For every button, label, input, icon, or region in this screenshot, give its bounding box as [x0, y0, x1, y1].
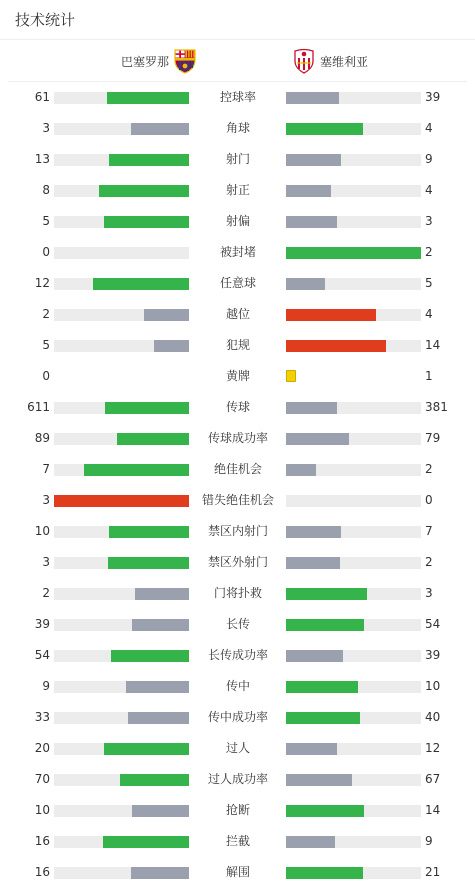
away-stat-bar-track	[286, 278, 421, 290]
stat-row	[0, 454, 475, 485]
home-stat-value: 7	[42, 462, 50, 476]
home-stat-bar	[131, 867, 189, 879]
home-stat-bar	[108, 557, 189, 569]
home-stat-bar	[111, 650, 189, 662]
home-team[interactable]	[121, 48, 197, 74]
home-stat-bar	[135, 588, 189, 600]
home-stat-value: 70	[34, 772, 50, 786]
home-stat-bar	[126, 681, 189, 693]
away-stat-value: 2	[425, 245, 433, 259]
home-stat-bar	[104, 216, 189, 228]
away-stat-bar	[286, 681, 358, 693]
stat-row	[0, 702, 475, 733]
home-stat-bar	[132, 805, 189, 817]
away-stat-bar-track	[286, 495, 421, 507]
away-stat-bar-track	[286, 650, 421, 662]
home-stat-bar	[109, 154, 189, 166]
stat-label: 黄牌	[225, 369, 250, 383]
home-stat-value: 5	[42, 214, 50, 228]
away-stat-value: 40	[425, 710, 441, 724]
home-stat-bar	[132, 619, 189, 631]
home-stat-value: 10	[34, 524, 50, 538]
away-stat-bar	[286, 154, 341, 166]
home-stat-bar	[117, 433, 189, 445]
away-stat-bar-track	[286, 309, 421, 321]
stat-row	[0, 82, 475, 113]
stat-row	[0, 640, 475, 671]
stat-label: 角球	[225, 121, 250, 135]
home-stat-bar-track	[54, 650, 189, 662]
away-stat-value: 9	[425, 834, 433, 848]
home-stat-value: 16	[34, 834, 50, 848]
away-stat-value: 12	[425, 741, 441, 755]
away-stat-bar	[286, 774, 352, 786]
stat-label: 解围	[225, 865, 250, 879]
stat-label: 被封堵	[219, 245, 256, 259]
stat-row	[0, 113, 475, 144]
stat-label: 拦截	[225, 834, 250, 848]
away-stat-bar-track	[286, 557, 421, 569]
stat-row	[0, 764, 475, 795]
home-stat-bar-track	[54, 340, 189, 352]
away-stat-bar-track	[286, 247, 421, 259]
stat-row	[0, 547, 475, 578]
home-stat-value: 13	[34, 152, 50, 166]
stat-row	[0, 423, 475, 454]
home-stat-value: 3	[42, 493, 50, 507]
stat-row	[0, 857, 475, 888]
away-stat-value: 67	[425, 772, 441, 786]
stat-label: 射正	[225, 183, 250, 197]
stat-label: 禁区外射门	[207, 555, 268, 569]
stat-row	[0, 361, 475, 392]
stat-label: 射门	[225, 152, 250, 166]
away-stat-bar	[286, 836, 335, 848]
home-stat-bar-track	[54, 526, 189, 538]
home-stat-bar	[128, 712, 189, 724]
stat-label: 抢断	[225, 803, 250, 817]
stat-label: 越位	[225, 307, 250, 321]
away-stat-bar-track	[286, 588, 421, 600]
stat-row	[0, 733, 475, 764]
away-stat-bar-track	[286, 712, 421, 724]
away-stat-bar-track	[286, 154, 421, 166]
away-stat-bar	[286, 247, 421, 259]
away-stat-bar-track	[286, 805, 421, 817]
away-stat-value: 10	[425, 679, 441, 693]
home-stat-value: 611	[27, 400, 50, 414]
stat-label: 传球成功率	[207, 431, 268, 445]
away-stat-bar-track	[286, 464, 421, 476]
away-stat-bar	[286, 433, 349, 445]
home-stat-value: 54	[34, 648, 50, 662]
home-stat-bar-track	[54, 92, 189, 104]
away-stat-bar	[286, 309, 376, 321]
away-stat-value: 1	[425, 369, 433, 383]
home-stat-bar-track	[54, 278, 189, 290]
away-stat-value: 4	[425, 121, 433, 135]
home-stat-bar-track	[54, 495, 189, 507]
stat-label: 传中	[225, 679, 250, 693]
home-stat-value: 20	[34, 741, 50, 755]
stat-label: 错失绝佳机会	[201, 493, 274, 507]
away-stat-bar-track	[286, 433, 421, 445]
stat-label: 过人成功率	[207, 772, 268, 786]
away-stat-bar-track	[286, 681, 421, 693]
home-stat-bar-track	[54, 681, 189, 693]
home-stat-bar	[99, 185, 189, 197]
stat-label: 射偏	[225, 214, 250, 228]
stat-row	[0, 206, 475, 237]
away-stat-bar	[286, 216, 337, 228]
away-stat-bar	[286, 619, 364, 631]
home-stat-bar	[120, 774, 189, 786]
away-stat-bar-track	[286, 867, 421, 879]
home-stat-value: 33	[34, 710, 50, 724]
home-stat-value: 3	[42, 121, 50, 135]
away-stat-bar-track	[286, 185, 421, 197]
home-stat-value: 5	[42, 338, 50, 352]
stat-row	[0, 671, 475, 702]
yellow-card-icon	[286, 370, 296, 382]
home-stat-bar-track	[54, 743, 189, 755]
away-stat-bar	[286, 123, 363, 135]
away-stat-bar	[286, 92, 339, 104]
away-stat-bar	[286, 588, 367, 600]
home-stat-value: 3	[42, 555, 50, 569]
away-stat-value: 14	[425, 338, 441, 352]
stat-label: 过人	[225, 741, 250, 755]
away-stat-value: 21	[425, 865, 441, 879]
away-stat-value: 9	[425, 152, 433, 166]
away-stat-value: 5	[425, 276, 433, 290]
home-stat-bar-track	[54, 154, 189, 166]
home-stat-value: 61	[34, 90, 50, 104]
stat-row	[0, 330, 475, 361]
home-stat-bar	[144, 309, 189, 321]
away-stat-value: 7	[425, 524, 433, 538]
home-stat-bar-track	[54, 433, 189, 445]
away-stat-bar	[286, 805, 364, 817]
home-stat-bar-track	[54, 836, 189, 848]
away-stat-value: 14	[425, 803, 441, 817]
page-header	[0, 0, 475, 40]
stat-label: 任意球	[219, 276, 256, 290]
away-team-name: 塞维利亚	[320, 54, 369, 69]
stat-label: 长传成功率	[207, 648, 268, 662]
home-stat-bar-track	[54, 185, 189, 197]
away-stat-bar	[286, 743, 337, 755]
stat-row	[0, 795, 475, 826]
away-stat-value: 54	[425, 617, 441, 631]
home-stat-value: 12	[34, 276, 50, 290]
away-stat-value: 0	[425, 493, 433, 507]
page-title: 技术统计	[15, 11, 76, 29]
away-stat-bar-track	[286, 526, 421, 538]
away-stat-value: 2	[425, 462, 433, 476]
away-stat-bar-track	[286, 836, 421, 848]
away-stat-value: 39	[425, 648, 441, 662]
home-stat-bar	[105, 402, 189, 414]
home-stat-bar-track	[54, 402, 189, 414]
sevilla-crest-icon	[292, 48, 316, 74]
stat-label: 传中成功率	[207, 710, 268, 724]
stat-row	[0, 826, 475, 857]
away-stat-value: 4	[425, 307, 433, 321]
stat-label: 长传	[225, 617, 250, 631]
home-stat-value: 10	[34, 803, 50, 817]
home-stat-value: 2	[42, 586, 50, 600]
stat-label: 禁区内射门	[207, 524, 268, 538]
home-stat-bar	[84, 464, 189, 476]
away-stat-value: 3	[425, 586, 433, 600]
home-stat-value: 0	[42, 245, 50, 259]
away-stat-bar	[286, 526, 341, 538]
home-stat-bar-track	[54, 247, 189, 259]
stat-row	[0, 144, 475, 175]
home-stat-bar	[103, 836, 189, 848]
away-stat-value: 4	[425, 183, 433, 197]
away-stat-bar-track	[286, 340, 421, 352]
home-stat-value: 8	[42, 183, 50, 197]
home-stat-bar	[104, 743, 189, 755]
stat-label: 传球	[225, 400, 250, 414]
home-stat-value: 2	[42, 307, 50, 321]
home-stat-bar	[109, 526, 189, 538]
away-stat-bar	[286, 712, 360, 724]
home-stat-value: 0	[42, 369, 50, 383]
away-stat-bar	[286, 402, 337, 414]
away-stat-bar	[286, 464, 316, 476]
home-stat-bar	[131, 123, 189, 135]
home-team-name: 巴塞罗那	[120, 54, 169, 69]
home-stat-value: 39	[34, 617, 50, 631]
home-stat-value: 89	[34, 431, 50, 445]
away-stat-value: 39	[425, 90, 441, 104]
stat-label: 犯规	[225, 338, 250, 352]
away-stat-bar-track	[286, 619, 421, 631]
home-stat-bar	[54, 495, 189, 507]
stat-label: 控球率	[219, 90, 256, 104]
stat-row	[0, 485, 475, 516]
away-stat-bar-track	[286, 216, 421, 228]
away-stat-bar-track	[286, 402, 421, 414]
away-stat-bar	[286, 185, 331, 197]
home-stat-bar-track	[54, 588, 189, 600]
home-stat-bar-track	[54, 216, 189, 228]
home-stat-bar-track	[54, 805, 189, 817]
away-stat-bar-track	[286, 774, 421, 786]
away-team[interactable]	[292, 48, 368, 74]
stat-row	[0, 237, 475, 268]
home-stat-value: 16	[34, 865, 50, 879]
home-stat-bar	[93, 278, 189, 290]
stat-row	[0, 516, 475, 547]
away-stat-value: 381	[425, 400, 448, 414]
home-stat-bar-track	[54, 123, 189, 135]
teams-header	[8, 40, 467, 82]
stats-list	[0, 82, 475, 888]
home-stat-bar-track	[54, 619, 189, 631]
home-stat-bar-track	[54, 557, 189, 569]
home-stat-bar-track	[54, 712, 189, 724]
barcelona-crest-icon	[173, 48, 197, 74]
home-stat-bar	[107, 92, 189, 104]
away-stat-bar-track	[286, 123, 421, 135]
home-stat-bar-track	[54, 464, 189, 476]
away-stat-bar	[286, 557, 340, 569]
away-stat-value: 2	[425, 555, 433, 569]
away-stat-value: 79	[425, 431, 441, 445]
home-stat-bar-track	[54, 867, 189, 879]
away-stat-bar-track	[286, 92, 421, 104]
home-stat-bar	[154, 340, 189, 352]
away-stat-bar	[286, 340, 386, 352]
stat-row	[0, 609, 475, 640]
stat-row	[0, 299, 475, 330]
stat-row	[0, 392, 475, 423]
stat-row	[0, 175, 475, 206]
away-stat-bar	[286, 278, 325, 290]
stat-label: 绝佳机会	[213, 462, 262, 476]
home-stat-value: 9	[42, 679, 50, 693]
home-stat-bar-track	[54, 309, 189, 321]
stat-row	[0, 578, 475, 609]
away-stat-bar	[286, 867, 363, 879]
away-stat-bar-track	[286, 743, 421, 755]
stat-label: 门将扑救	[213, 586, 262, 600]
home-stat-bar-track	[54, 774, 189, 786]
stat-row	[0, 268, 475, 299]
away-stat-bar	[286, 650, 343, 662]
away-stat-value: 3	[425, 214, 433, 228]
